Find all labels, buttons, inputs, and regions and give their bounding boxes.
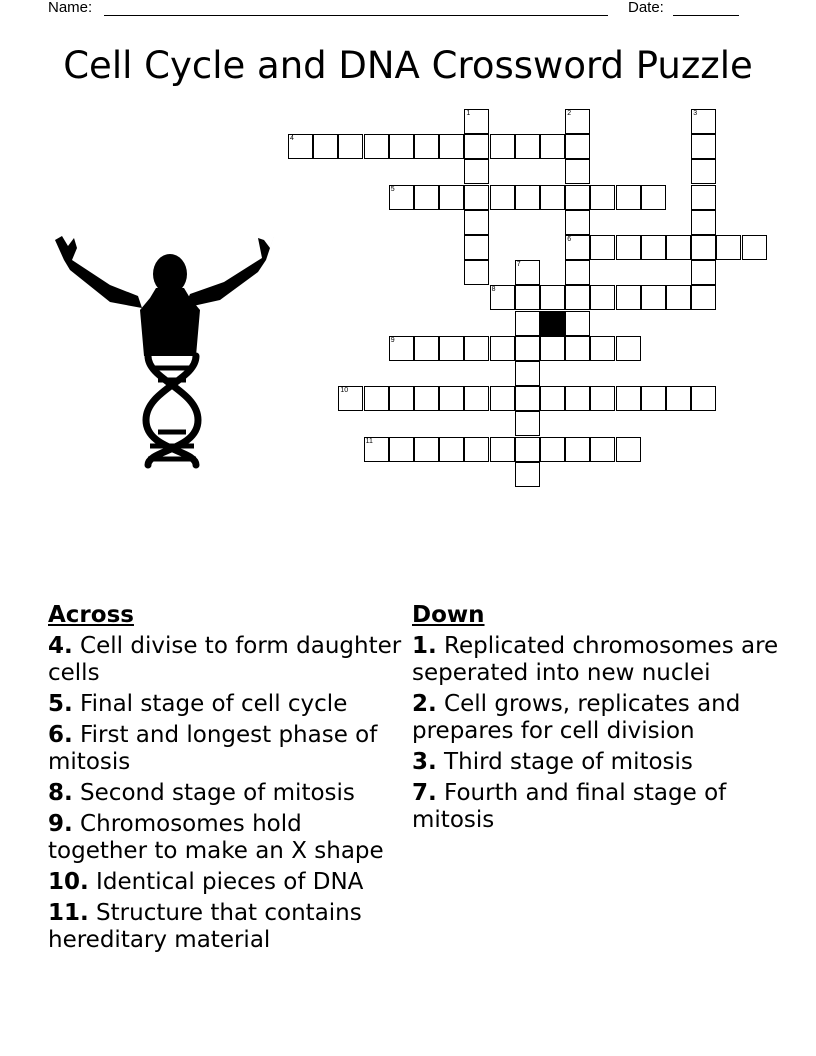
grid-cell[interactable] — [691, 185, 716, 210]
grid-cell[interactable] — [389, 185, 414, 210]
clue-item — [48, 811, 403, 865]
grid-cell[interactable] — [439, 185, 464, 210]
grid-cell[interactable] — [691, 235, 716, 260]
grid-cell[interactable] — [641, 386, 666, 411]
grid-cell[interactable] — [490, 285, 515, 310]
clue-item — [48, 780, 403, 807]
clue-item-number: 4. — [48, 633, 73, 659]
grid-cell[interactable] — [464, 386, 489, 411]
grid-cell[interactable] — [666, 235, 691, 260]
clue-item-number: 8. — [48, 780, 73, 806]
grid-cell[interactable] — [389, 437, 414, 462]
grid-cell[interactable] — [565, 336, 590, 361]
down-heading: Down — [412, 602, 485, 628]
grid-cell[interactable] — [590, 185, 615, 210]
grid-cell[interactable] — [439, 134, 464, 159]
grid-cell[interactable] — [515, 437, 540, 462]
grid-cell[interactable] — [565, 285, 590, 310]
grid-cell[interactable] — [565, 210, 590, 235]
grid-cell[interactable] — [515, 411, 540, 436]
grid-block — [540, 311, 565, 336]
clue-number: 5 — [390, 185, 395, 193]
grid-cell[interactable] — [641, 235, 666, 260]
grid-cell[interactable] — [364, 134, 389, 159]
grid-cell[interactable] — [565, 159, 590, 184]
grid-cell[interactable] — [364, 437, 389, 462]
clue-item-number: 7. — [412, 780, 437, 806]
grid-cell[interactable] — [338, 134, 363, 159]
grid-cell[interactable] — [364, 386, 389, 411]
header — [0, 0, 816, 19]
grid-cell[interactable] — [515, 260, 540, 285]
clue-number: 6 — [567, 236, 572, 243]
across-clues — [48, 600, 403, 958]
grid-cell[interactable] — [565, 437, 590, 462]
grid-cell[interactable] — [464, 336, 489, 361]
grid-cell[interactable] — [691, 285, 716, 310]
clue-item — [48, 722, 403, 776]
grid-cell[interactable] — [414, 134, 439, 159]
grid-cell[interactable] — [338, 386, 363, 411]
grid-cell[interactable] — [565, 134, 590, 159]
grid-cell[interactable] — [540, 134, 565, 159]
grid-cell[interactable] — [565, 235, 590, 260]
grid-cell[interactable] — [515, 185, 540, 210]
grid-cell[interactable] — [389, 336, 414, 361]
clue-item — [48, 869, 403, 896]
clue-item-text: Second stage of mitosis — [72, 780, 355, 806]
grid-cell[interactable] — [565, 386, 590, 411]
grid-cell[interactable] — [464, 437, 489, 462]
grid-cell[interactable] — [540, 285, 565, 310]
clue-item — [412, 780, 782, 834]
clue-number: 4 — [290, 135, 294, 143]
clue-number: 7 — [516, 261, 521, 269]
grid-cell[interactable] — [490, 437, 515, 462]
clue-item — [412, 691, 782, 745]
grid-cell[interactable] — [616, 235, 641, 260]
grid-cell[interactable] — [691, 386, 716, 411]
date-line[interactable] — [673, 15, 739, 16]
grid-cell[interactable] — [490, 134, 515, 159]
grid-cell[interactable] — [313, 134, 338, 159]
grid-cell[interactable] — [515, 285, 540, 310]
grid-cell[interactable] — [616, 336, 641, 361]
grid-cell[interactable] — [666, 386, 691, 411]
grid-cell[interactable] — [616, 285, 641, 310]
grid-cell[interactable] — [515, 462, 540, 487]
grid-cell[interactable] — [616, 437, 641, 462]
clue-item-number: 9. — [48, 811, 73, 837]
clue-number: 1 — [466, 110, 471, 117]
clue-item-number: 5. — [48, 691, 73, 717]
grid-cell[interactable] — [414, 437, 439, 462]
clue-item-number: 3. — [412, 749, 437, 775]
grid-cell[interactable] — [565, 185, 590, 210]
grid-cell[interactable] — [742, 235, 767, 260]
name-label: Name: — [48, 0, 93, 16]
grid-cell[interactable] — [464, 134, 489, 159]
grid-cell[interactable] — [540, 437, 565, 462]
grid-cell[interactable] — [490, 386, 515, 411]
grid-cell[interactable] — [565, 260, 590, 285]
grid-cell[interactable] — [414, 336, 439, 361]
clue-number: 3 — [693, 110, 698, 117]
grid-cell[interactable] — [691, 260, 716, 285]
across-heading: Across — [48, 602, 134, 628]
grid-cell[interactable] — [439, 336, 464, 361]
clue-number: 11 — [365, 437, 373, 445]
grid-cell[interactable] — [691, 210, 716, 235]
clue-item-number: 1. — [412, 633, 437, 659]
clue-item-text: Third stage of mitosis — [436, 749, 693, 775]
grid-cell[interactable] — [666, 285, 691, 310]
clue-item-text: Structure that contains hereditary material — [48, 900, 362, 953]
clue-item-number: 10. — [48, 869, 89, 895]
clue-item-text: Fourth and final stage of mitosis — [412, 780, 727, 833]
grid-cell[interactable] — [641, 285, 666, 310]
grid-cell[interactable] — [565, 109, 590, 134]
grid-cell[interactable] — [515, 134, 540, 159]
clue-item-number: 11. — [48, 900, 89, 926]
grid-cell[interactable] — [414, 185, 439, 210]
person-dna-silhouette-icon — [50, 230, 280, 470]
grid-cell[interactable] — [389, 134, 414, 159]
grid-cell[interactable] — [540, 336, 565, 361]
page-title: Cell Cycle and DNA Crossword Puzzle — [63, 44, 753, 87]
clue-item — [48, 633, 403, 687]
grid-cell[interactable] — [590, 437, 615, 462]
grid-cell[interactable] — [464, 210, 489, 235]
clue-item-number: 6. — [48, 722, 73, 748]
grid-cell[interactable] — [490, 185, 515, 210]
clue-number: 8 — [491, 286, 496, 294]
grid-cell[interactable] — [464, 109, 489, 134]
clue-item-text: Replicated chromosomes are seperated into new nuclei — [412, 633, 779, 686]
grid-cell[interactable] — [691, 159, 716, 184]
down-clues — [412, 600, 782, 838]
clue-item-text: Chromosomes hold together to make an X shape — [48, 811, 384, 864]
clue-item — [412, 633, 782, 687]
grid-cell[interactable] — [590, 285, 615, 310]
grid-cell[interactable] — [464, 159, 489, 184]
grid-cell[interactable] — [515, 361, 540, 386]
clue-item-text: First and longest phase of mitosis — [48, 722, 378, 775]
grid-cell[interactable] — [490, 336, 515, 361]
grid-cell[interactable] — [565, 311, 590, 336]
clue-item — [48, 900, 403, 954]
clue-item-text: Identical pieces of DNA — [88, 869, 364, 895]
grid-cell[interactable] — [691, 109, 716, 134]
clue-number: 9 — [390, 336, 395, 344]
date-label: Date: — [628, 0, 664, 16]
grid-cell[interactable] — [641, 185, 666, 210]
down-clue-list — [412, 633, 782, 834]
grid-cell[interactable] — [691, 134, 716, 159]
grid-cell[interactable] — [515, 311, 540, 336]
clue-item-text: Final stage of cell cycle — [72, 691, 348, 717]
grid-cell[interactable] — [540, 386, 565, 411]
grid-cell[interactable] — [616, 386, 641, 411]
clue-item-text: Cell grows, replicates and prepares for cell division — [412, 691, 741, 744]
grid-cell[interactable] — [439, 386, 464, 411]
grid-cell[interactable] — [288, 134, 313, 159]
clue-item — [412, 749, 782, 776]
grid-cell[interactable] — [464, 185, 489, 210]
clue-item — [48, 691, 403, 718]
grid-cell[interactable] — [540, 185, 565, 210]
name-line[interactable] — [104, 15, 608, 16]
grid-cell[interactable] — [464, 235, 489, 260]
across-clue-list — [48, 633, 403, 954]
grid-cell[interactable] — [616, 185, 641, 210]
grid-cell[interactable] — [590, 235, 615, 260]
clue-item-number: 2. — [412, 691, 437, 717]
grid-cell[interactable] — [389, 386, 414, 411]
clue-number: 2 — [567, 110, 572, 117]
grid-cell[interactable] — [590, 336, 615, 361]
grid-cell[interactable] — [414, 386, 439, 411]
clue-number: 10 — [340, 387, 349, 395]
grid-cell[interactable] — [439, 437, 464, 462]
grid-cell[interactable] — [515, 386, 540, 411]
clue-item-text: Cell divise to form daughter cells — [48, 633, 402, 686]
grid-cell[interactable] — [716, 235, 741, 260]
grid-cell[interactable] — [515, 336, 540, 361]
grid-cell[interactable] — [590, 386, 615, 411]
grid-cell[interactable] — [464, 260, 489, 285]
